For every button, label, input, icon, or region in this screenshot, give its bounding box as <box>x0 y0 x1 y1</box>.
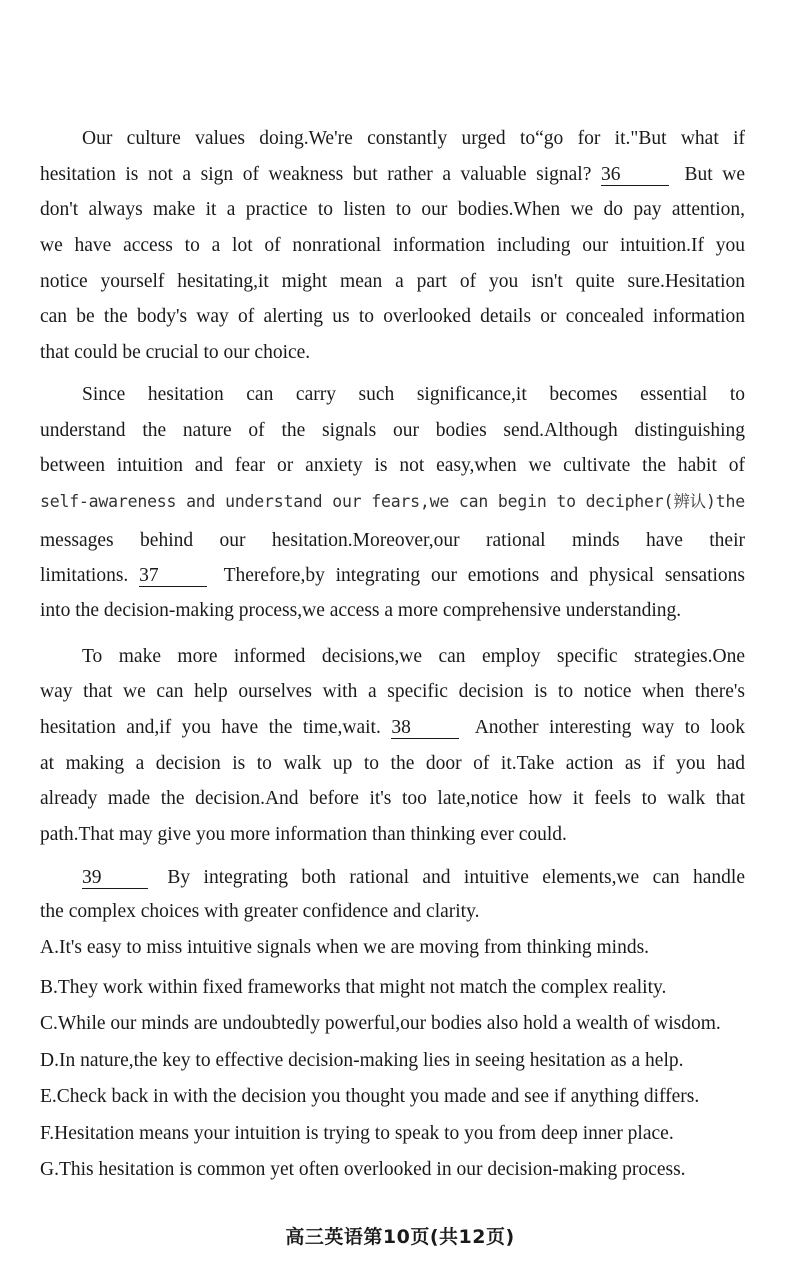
paragraph-line <box>40 822 745 848</box>
line-text: way that we can help ourselves with a specific decision is to notice when there's <box>40 681 745 702</box>
line-text: hesitation and,if you have the time,wait. <box>40 717 381 738</box>
line-text: that could be crucial to our choice. <box>40 342 311 363</box>
line-text: we have access to a lot of nonrational information including our intuition.If you <box>40 235 745 256</box>
paragraph-line <box>40 598 745 624</box>
paragraph-line <box>40 563 745 589</box>
answer-blank-39[interactable]: 39 <box>82 868 148 889</box>
paragraph-line <box>40 679 745 705</box>
line-text: can be the body's way of alerting us to overlooked details or concealed information <box>40 306 745 327</box>
line-text: notice yourself hesitating,it might mean a part of you isn't quite sure.Hesitation <box>40 271 745 292</box>
line-text: limitations. <box>40 565 129 586</box>
line-text: Our culture values doing.We're constantly urged to“go for it."But what if <box>82 128 745 149</box>
paragraph-line <box>40 197 745 223</box>
paragraph-line <box>40 269 745 295</box>
paragraph-line <box>82 382 745 408</box>
paragraph-line <box>40 340 745 366</box>
paragraph-line <box>40 528 745 554</box>
answer-blank-37[interactable]: 37 <box>139 566 207 587</box>
line-text: By integrating both rational and intuitive elements,we can handle <box>167 867 746 888</box>
line-text: Another interesting way to look <box>474 717 746 738</box>
answer-option-G: G.This hesitation is common yet often overlooked in our decision-making process. <box>40 1159 686 1180</box>
answer-option-B: B.They work within fixed frameworks that might not match the complex reality. <box>40 977 667 998</box>
paragraph-line <box>40 233 745 259</box>
line-text: between intuition and fear or anxiety is not easy,when we cultivate the habit of <box>40 455 745 476</box>
paragraph-line <box>40 751 745 777</box>
line-text: hesitation is not a sign of weakness but rather a valuable signal? <box>40 164 592 185</box>
paragraph-line <box>82 126 745 152</box>
line-text: don't always make it a practice to listen to our bodies.When we do pay attention, <box>40 199 745 220</box>
paragraph-line <box>40 715 745 741</box>
line-text: Therefore,by integrating our emotions and physical sensations <box>223 565 746 586</box>
answer-blank-38[interactable]: 38 <box>391 718 459 739</box>
line-text: understand the nature of the signals our bodies send.Although distinguishing <box>40 420 745 441</box>
line-text: into the decision-making process,we access a more comprehensive understanding. <box>40 600 682 621</box>
paragraph-line <box>40 899 745 925</box>
answer-option-D: D.In nature,the key to effective decision-making lies in seeing hesitation as a help. <box>40 1050 684 1071</box>
paragraph-line <box>40 162 745 188</box>
paragraph-line <box>82 644 745 670</box>
paragraph-line <box>40 489 745 515</box>
line-text: To make more informed decisions,we can employ specific strategies.One <box>82 646 745 667</box>
line-text: at making a decision is to walk up to the door of it.Take action as if you had <box>40 753 745 774</box>
answer-option-A: A.It's easy to miss intuitive signals when we are moving from thinking minds. <box>40 937 650 958</box>
page-footer: 高三英语第10页(共12页) <box>285 1226 515 1248</box>
paragraph-line <box>82 865 745 891</box>
paragraph-line <box>40 418 745 444</box>
answer-option-E: E.Check back in with the decision you thought you made and see if anything differs. <box>40 1086 700 1107</box>
answer-blank-36[interactable]: 36 <box>601 165 669 186</box>
paragraph-line <box>40 304 745 330</box>
line-text: messages behind our hesitation.Moreover,our rational minds have their <box>40 530 745 551</box>
line-text: path.That may give you more information than thinking ever could. <box>40 824 567 845</box>
line-text: self-awareness and understand our fears,we can begin to decipher(辨认)the <box>40 492 745 511</box>
paragraph-line <box>40 453 745 479</box>
line-text: already made the decision.And before it's too late,notice how it feels to walk that <box>40 788 745 809</box>
answer-option-C: C.While our minds are undoubtedly powerful,our bodies also hold a wealth of wisdom. <box>40 1013 721 1034</box>
answer-option-F: F.Hesitation means your intuition is trying to speak to you from deep inner place. <box>40 1123 674 1144</box>
line-text: Since hesitation can carry such significance,it becomes essential to <box>82 384 745 405</box>
line-text: the complex choices with greater confidence and clarity. <box>40 901 480 922</box>
line-text: But we <box>684 164 745 185</box>
paragraph-line <box>40 786 745 812</box>
